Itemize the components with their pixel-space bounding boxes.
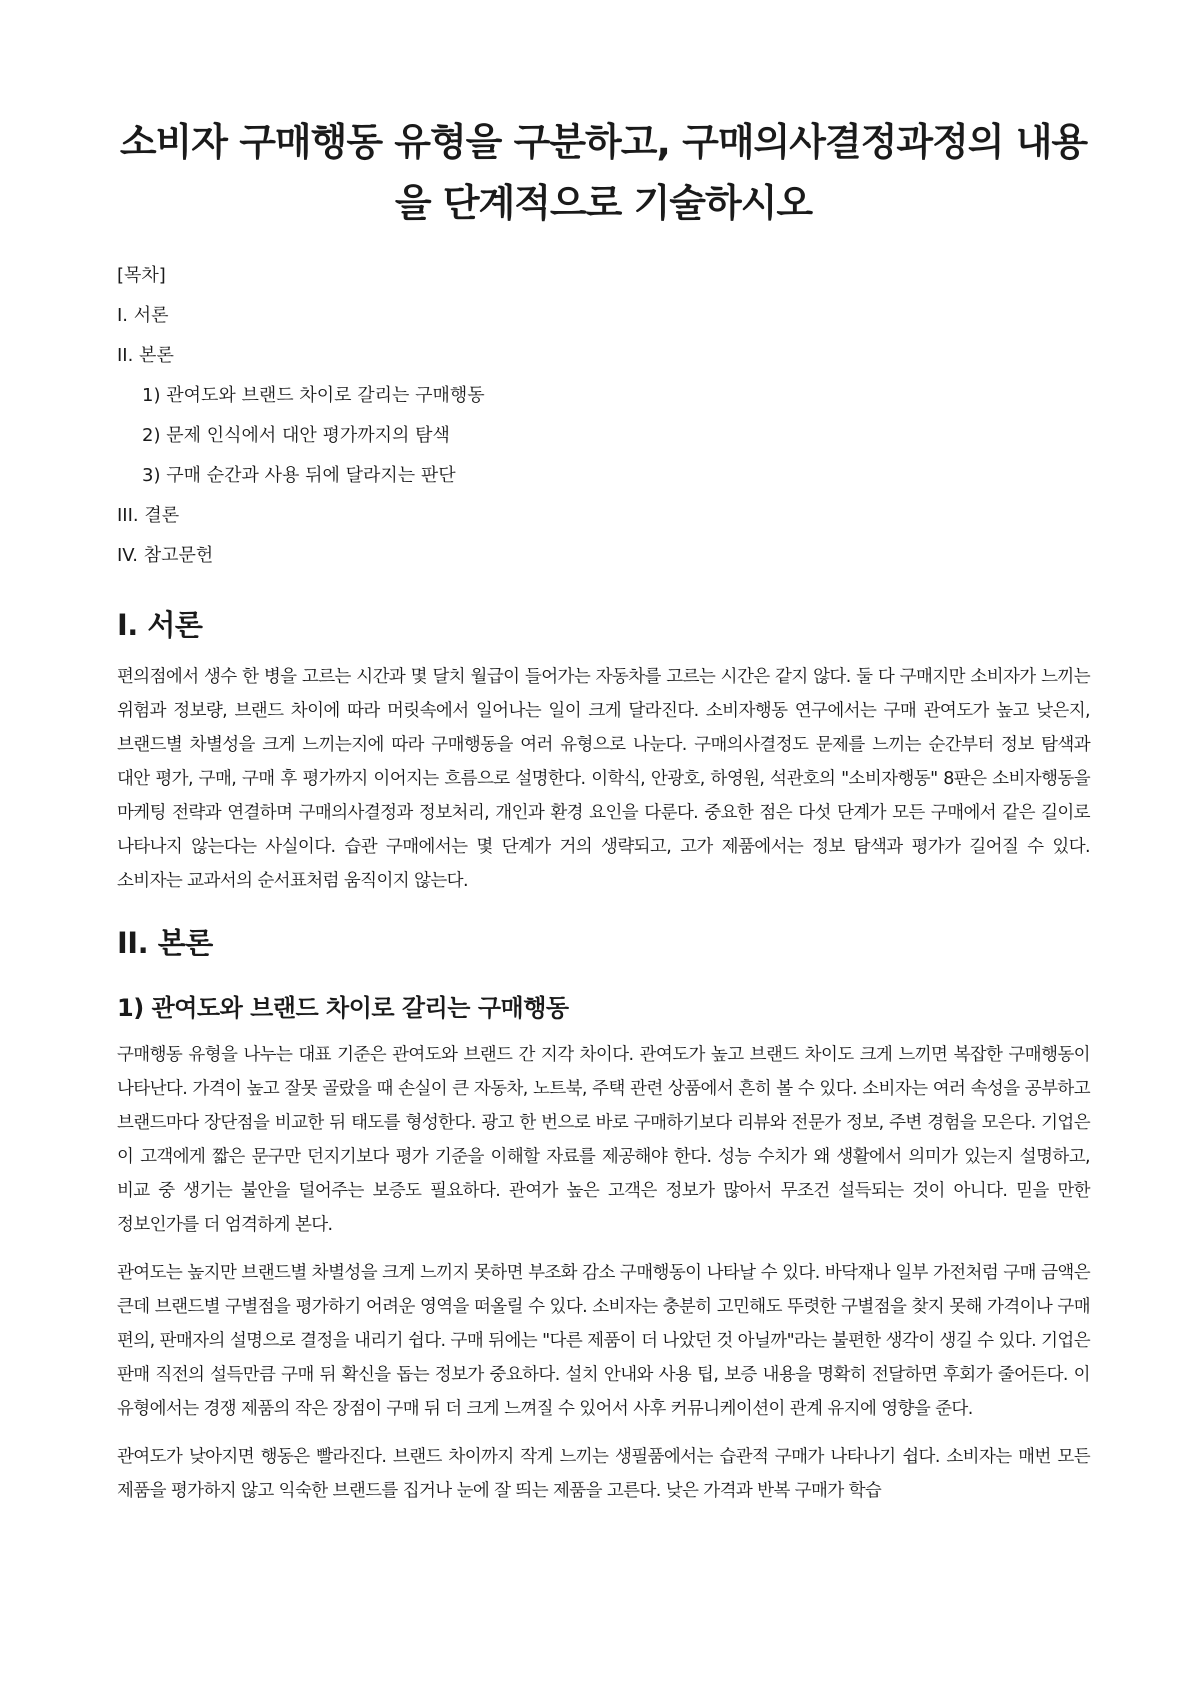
body-subsection-1-heading: 1) 관여도와 브랜드 차이로 갈리는 구매행동: [117, 994, 569, 1022]
table-of-contents: [117, 264, 1090, 568]
body-heading: II. 본론: [117, 926, 213, 960]
body-paragraph: 관여도는 높지만 브랜드별 차별성을 크게 느끼지 못하면 부조화 감소 구매행동이 나타날 수 있다. 바닥재나 일부 가전처럼 구매 금액은 큰데 브랜드별 구별점을 평가하기 어려운 영역을 떠올릴 수 있다. 소비자는 충분히 고민해도 뚜렷한 구별점을 찾지 못해 가격이나 구매 편의, 판매자의 설명으로 결정을 내리기 쉽다. 구매 뒤에는 "다른 제품이 더 나았던 것 아닐까"라는 불편한 생각이 생길 수 있다. 기업은 판매 직전의 설득만큼 구매 뒤 확신을 돕는 정보가 중요하다. 설치 안내와 사용 팁, 보증 내용을 명확히 전달하면 후회가 줄어든다. 이 유형에서는 경쟁 제품의 작은 장점이 구매 뒤 더 크게 느껴질 수 있어서 사후 커뮤니케이션이 관계 유지에 영향을 준다.: [117, 1263, 1090, 1419]
toc-item-conclusion: III. 결론: [117, 505, 180, 526]
toc-item-references: IV. 참고문헌: [117, 545, 214, 566]
toc-item-intro: I. 서론: [117, 305, 169, 326]
body-paragraph: 구매행동 유형을 나누는 대표 기준은 관여도와 브랜드 간 지각 차이다. 관여도가 높고 브랜드 차이도 크게 느끼면 복잡한 구매행동이 나타난다. 가격이 높고 잘못 골랐을 때 손실이 큰 자동차, 노트북, 주택 관련 상품에서 흔히 볼 수 있다. 소비자는 여러 속성을 공부하고 브랜드마다 장단점을 비교한 뒤 태도를 형성한다. 광고 한 번으로 바로 구매하기보다 리뷰와 전문가 정보, 주변 경험을 모은다. 기업은 이 고객에게 짧은 문구만 던지기보다 평가 기준을 이해할 자료를 제공해야 한다. 성능 수치가 왜 생활에서 의미가 있는지 설명하고, 비교 중 생기는 불안을 덜어주는 보증도 필요하다. 관여가 높은 고객은 정보가 많아서 무조건 설득되는 것이 아니다. 믿을 만한 정보인가를 더 엄격하게 본다.: [117, 1045, 1090, 1235]
intro-heading: I. 서론: [117, 608, 203, 642]
toc-item-body-1: 1) 관여도와 브랜드 차이로 갈리는 구매행동: [142, 385, 485, 406]
toc-item-body-2: 2) 문제 인식에서 대안 평가까지의 탐색: [142, 425, 450, 446]
intro-section: [117, 606, 1090, 898]
toc-item-body-3: 3) 구매 순간과 사용 뒤에 달라지는 판단: [142, 465, 456, 486]
body-section: [117, 924, 1090, 1508]
body-paragraph: 관여도가 낮아지면 행동은 빨라진다. 브랜드 차이까지 작게 느끼는 생필품에서는 습관적 구매가 나타나기 쉽다. 소비자는 매번 모든 제품을 평가하지 않고 익숙한 브랜드를 집거나 눈에 잘 띄는 제품을 고른다. 낮은 가격과 반복 구매가 학습: [117, 1447, 1090, 1501]
intro-paragraph: 편의점에서 생수 한 병을 고르는 시간과 몇 달치 월급이 들어가는 자동차를 고르는 시간은 같지 않다. 둘 다 구매지만 소비자가 느끼는 위험과 정보량, 브랜드 차이에 따라 머릿속에서 일어나는 일이 크게 달라진다. 소비자행동 연구에서는 구매 관여도가 높고 낮은지, 브랜드별 차별성을 크게 느끼는지에 따라 구매행동을 여러 유형으로 나눈다. 구매의사결정도 문제를 느끼는 순간부터 정보 탐색과 대안 평가, 구매, 구매 후 평가까지 이어지는 흐름으로 설명한다. 이학식, 안광호, 하영원, 석관호의 "소비자행동" 8판은 소비자행동을 마케팅 전략과 연결하며 구매의사결정과 정보처리, 개인과 환경 요인을 다룬다. 중요한 점은 다섯 단계가 모든 구매에서 같은 길이로 나타나지 않는다는 사실이다. 습관 구매에서는 몇 단계가 거의 생략되고, 고가 제품에서는 정보 탐색과 평가가 길어질 수 있다. 소비자는 교과서의 순서표처럼 움직이지 않는다.: [117, 667, 1090, 891]
document-title: 소비자 구매행동 유형을 구분하고, 구매의사결정과정의 내용을 단계적으로 기술하시오: [119, 120, 1088, 225]
toc-item-body: II. 본론: [117, 345, 174, 366]
toc-heading: [목차]: [117, 265, 166, 286]
